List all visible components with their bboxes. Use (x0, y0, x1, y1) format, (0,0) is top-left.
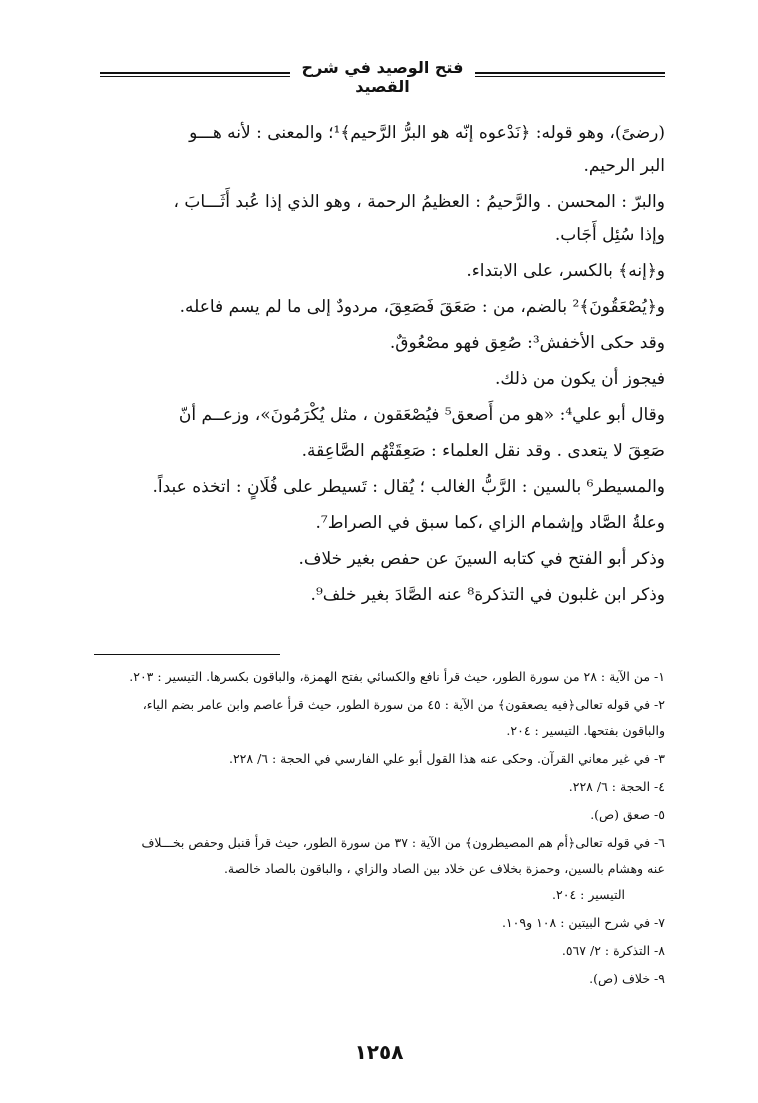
footnote-continuation: عنه وهشام بالسين، وحمزة بخلاف عن خلاد بين الصاد والزاي ، والباقون بالصاد خالصة. (223, 861, 665, 876)
footnote: ١- من الآية : ٢٨ من سورة الطور، حيث قرأ نافع والكسائي بفتح الهمزة، والباقون بكسرها. التيسير : ٢٠٣. (129, 669, 665, 684)
body-line: والبرّ : المحسن . والرَّحيمُ : العظيمُ الرحمة ، وهو الذي إذا عُبد أَثَـــابَ ، (173, 192, 665, 212)
body-line: و﴿إنه﴾ بالكسر، على الابتداء. (466, 261, 665, 281)
book-title: فتح الوصيد في شرح القصيد (301, 58, 464, 96)
body-line: و﴿يُصْعَقُونَ﴾² بالضم، من : صَعَقَ فَصَعِقَ، مردودٌ إلى ما لم يسم فاعله. (179, 297, 665, 317)
running-header (100, 58, 665, 98)
header-rule-left (100, 72, 290, 77)
body-line: (رضىً)، وهو قوله: ﴿نَدْعوه إنّه هو البرُّ الرَّحيم﴾¹؛ والمعنى : لأنه هـــو (189, 123, 665, 143)
body-line: وعلةُ الصَّاد وإشمام الزاي ،كما سبق في الصراط⁷. (315, 513, 665, 533)
body-line: وذكر ابن غلبون في التذكرة⁸ عنه الصَّادَ بغير خلف⁹. (310, 585, 665, 605)
body-line: فيجوز أن يكون من ذلك. (495, 369, 665, 389)
body-line: البر الرحيم. (583, 156, 665, 176)
page-number: ١٢٥٨ (354, 1040, 404, 1064)
footnote: ٥- صعق (ص). (590, 807, 665, 822)
footnote: ٩- خلاف (ص). (589, 971, 665, 986)
body-line: وإذا سُئِل أَجَاب. (554, 225, 665, 245)
footnote: ٣- في غير معاني القرآن. وحكى عنه هذا القول أبو علي الفارسي في الحجة : ٦/ ٢٢٨. (228, 751, 665, 766)
footnote-continuation: التيسير : ٢٠٤. (552, 887, 625, 902)
header-rule-right (475, 72, 665, 77)
main-text (100, 118, 665, 616)
body-line: والمسيطر⁶ بالسين : الرَّبُّ الغالب ؛ يُقال : تَسيطر على فُلَانٍ : اتخذه عبداً. (152, 477, 665, 497)
footnote: ٤- الحجة : ٦/ ٢٢٨. (568, 779, 665, 794)
footnote: ٦- في قوله تعالى﴿أم هم المصيطرون﴾ من الآية : ٣٧ من سورة الطور، حيث قرأ قنبل وحفص بخـــلاف (141, 835, 665, 850)
footnote: ٧- في شرح البيتين : ١٠٨ و١٠٩. (501, 915, 665, 930)
body-line: وقد حكى الأخفش³: صُعِق فهو مصْعُوقٌ. (389, 333, 665, 353)
footnote: ٢- في قوله تعالى﴿فيه يصعقون﴾ من الآية : ٤٥ من سورة الطور، حيث قرأ عاصم وابن عامر بضم الياء، (142, 697, 665, 712)
body-line: صَعِقَ لا يتعدى . وقد نقل العلماء : صَعِقَتْهُم الصَّاعِقة. (301, 441, 665, 461)
footnote: ٨- التذكرة : ٢/ ٥٦٧. (561, 943, 665, 958)
body-line: وقال أبو علي⁴: «هو من أَصعق⁵ فيُصْعَقون ، مثل يُكْرَمُونَ»، وزعــم أنّ (178, 405, 665, 425)
footnotes (100, 663, 665, 993)
footnote-continuation: والباقون بفتحها. التيسير : ٢٠٤. (506, 723, 665, 738)
footnote-separator (94, 654, 280, 655)
body-line: وذكر أبو الفتح في كتابه السينَ عن حفص بغير خلاف. (298, 549, 665, 569)
